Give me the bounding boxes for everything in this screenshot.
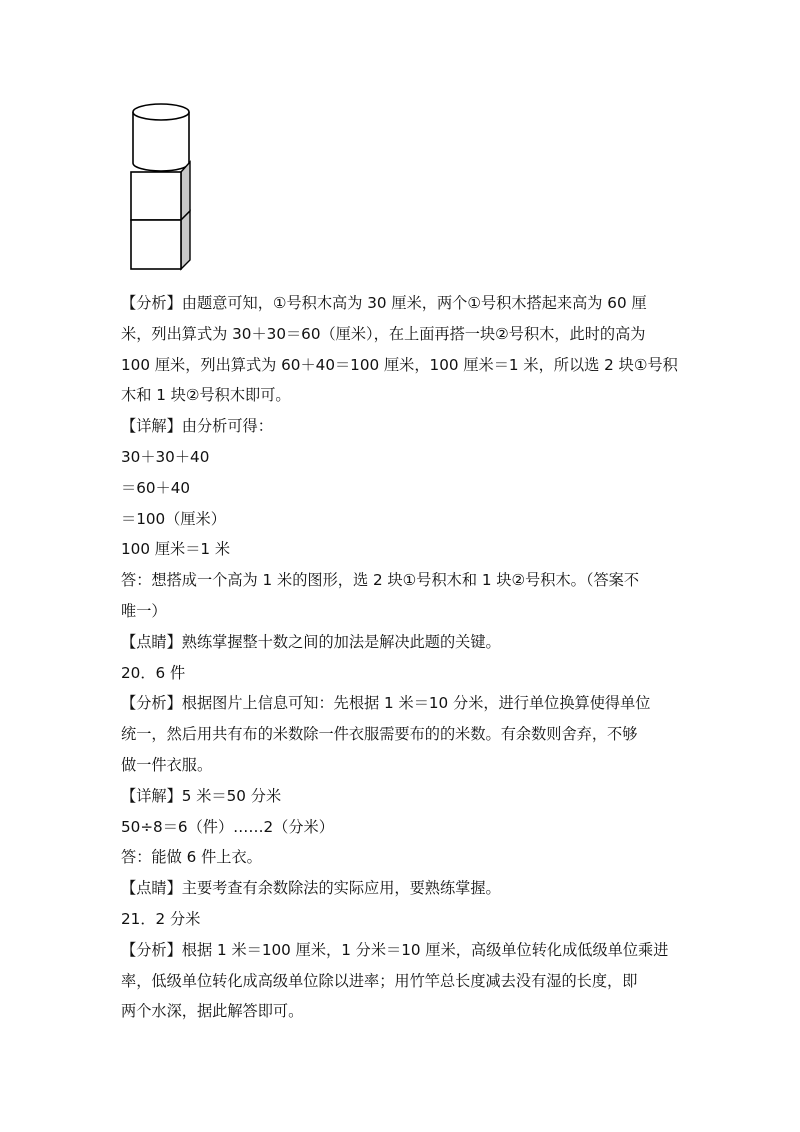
q20-analysis-line-3: 做一件衣服。 xyxy=(121,755,213,774)
q20-detail-line: 【详解】5 米＝50 分米 xyxy=(121,786,282,805)
question-21-heading: 21．2 分米 xyxy=(121,909,201,928)
q21-analysis-line-3: 两个水深，据此解答即可。 xyxy=(121,1002,304,1021)
q21-analysis-line-2: 率，低级单位转化成高级单位除以进率；用竹竿总长度减去没有湿的长度，即 xyxy=(121,971,638,990)
analysis-line-3: 100 厘米，列出算式为 60＋40＝100 厘米，100 厘米＝1 米，所以选 2 块①号积 xyxy=(121,355,678,374)
stacked-blocks-figure xyxy=(128,96,194,271)
cylinder-block xyxy=(133,104,189,171)
cube-block-lower xyxy=(131,211,190,269)
q20-calc-line: 50÷8＝6（件）……2（分米） xyxy=(121,817,334,836)
answer-line-1: 答：想搭成一个高为 1 米的图形，选 2 块①号积木和 1 块②号积木。（答案不 xyxy=(121,571,640,590)
calc-line-3: ＝100（厘米） xyxy=(121,509,226,528)
calc-line-4: 100 厘米＝1 米 xyxy=(121,540,231,559)
calc-line-1: 30＋30＋40 xyxy=(121,447,210,466)
key-point-line: 【点睛】熟练掌握整十数之间的加法是解决此题的关键。 xyxy=(121,632,501,651)
question-20-heading: 20．6 件 xyxy=(121,663,186,682)
q20-key-point-line: 【点睛】主要考查有余数除法的实际应用，要熟练掌握。 xyxy=(121,879,501,898)
solution-text xyxy=(121,288,681,1027)
analysis-line-4: 木和 1 块②号积木即可。 xyxy=(121,386,291,405)
analysis-line-1: 【分析】由题意可知，①号积木高为 30 厘米，两个①号积木搭起来高为 60 厘 xyxy=(121,294,647,312)
answer-line-2: 唯一） xyxy=(121,601,167,620)
blocks-illustration xyxy=(128,96,194,271)
q20-analysis-line-2: 统一，然后用共有布的米数除一件衣服需要布的的米数。有余数则舍弃，不够 xyxy=(121,725,638,744)
q21-analysis-line-1: 【分析】根据 1 米＝100 厘米，1 分米＝10 厘米，高级单位转化成低级单位乘进 xyxy=(121,940,669,959)
analysis-line-2: 米，列出算式为 30＋30＝60（厘米），在上面再搭一块②号积木，此时的高为 xyxy=(121,324,646,343)
q20-analysis-line-1: 【分析】根据图片上信息可知：先根据 1 米＝10 分米，进行单位换算使得单位 xyxy=(121,694,651,713)
q20-answer-line: 答：能做 6 件上衣。 xyxy=(121,848,262,867)
detail-heading: 【详解】由分析可得： xyxy=(121,417,273,436)
calc-line-2: ＝60＋40 xyxy=(121,478,191,497)
